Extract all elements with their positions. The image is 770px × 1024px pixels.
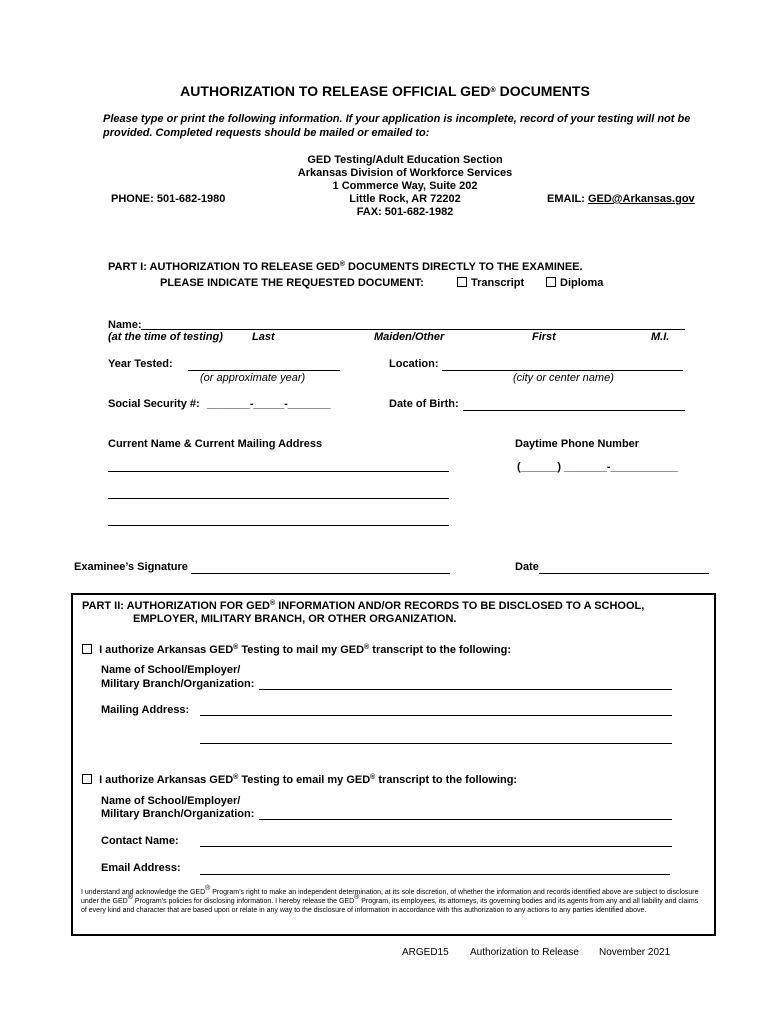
title-text: AUTHORIZATION TO RELEASE OFFICIAL GED [180, 83, 491, 99]
school-label-2: Military Branch/Organization: [101, 678, 255, 690]
disclaimer-d: Program, its employees, its attorneys, its governing bodies and its agents from any and all liability and claims of every kind and character that are based upon or relate in any way to the disclosure of information in accordance with this authorization to any actions to any parties identified above. [81, 898, 699, 914]
address-line-3: 1 Commerce Way, Suite 202 [332, 180, 478, 192]
year-tested-field[interactable] [188, 370, 340, 371]
option-diploma[interactable] [546, 277, 603, 289]
ssn-label: Social Security #: [108, 398, 200, 410]
address-line-2: Arkansas Division of Workforce Services [297, 167, 513, 179]
daytime-phone-label: Daytime Phone Number [515, 438, 640, 450]
date-field[interactable] [539, 573, 709, 574]
registered-mark: ® [354, 894, 360, 901]
email-link[interactable]: GED@Arkansas.gov [587, 193, 695, 205]
daytime-phone-field[interactable]: (______) _______-___________ [517, 461, 678, 473]
transcript-checkbox[interactable] [457, 277, 467, 287]
registered-mark: ® [490, 87, 496, 94]
signature-field[interactable] [191, 573, 450, 574]
phone-number: PHONE: 501-682-1980 [111, 193, 226, 205]
name-maiden-label: Maiden/Other [374, 331, 445, 343]
title-end: DOCUMENTS [495, 83, 590, 99]
dob-field[interactable] [463, 410, 685, 411]
location-field[interactable] [442, 370, 683, 371]
address-line-1: GED Testing/Adult Education Section [307, 154, 503, 166]
dob-label: Date of Birth: [389, 398, 459, 410]
address-line-4: Little Rock, AR 72202 [349, 193, 461, 205]
email-authorization[interactable] [82, 774, 517, 786]
address-line-5: FAX: 501-682-1982 [356, 206, 454, 218]
part1-indicate: PLEASE INDICATE THE REQUESTED DOCUMENT: [160, 277, 424, 289]
registered-mark: ® [233, 774, 239, 781]
registered-mark: ® [339, 261, 345, 268]
footer-date: November 2021 [599, 947, 671, 958]
registered-mark: ® [205, 885, 211, 892]
school2-label-1: Name of School/Employer/ [101, 795, 241, 807]
signature-label: Examinee’s Signature [74, 561, 188, 573]
registered-mark: ® [270, 600, 276, 607]
part1-heading-b: DOCUMENTS DIRECTLY TO THE EXAMINEE. [345, 261, 583, 273]
contact-name-field[interactable] [200, 846, 672, 847]
year-tested-label: Year Tested: [108, 358, 173, 370]
diploma-label: Diploma [560, 277, 604, 289]
name-mi-label: M.I. [651, 331, 670, 343]
email-text-b: Testing to email my GED [238, 774, 371, 786]
name-label: Name: [108, 319, 142, 331]
school-label-1: Name of School/Employer/ [101, 664, 241, 676]
footer-form-name: Authorization to Release [470, 947, 579, 958]
part2-heading-2: EMPLOYER, MILITARY BRANCH, OR OTHER ORGANIZATION. [133, 613, 457, 625]
name-field[interactable] [141, 329, 685, 330]
ssn-field[interactable]: _______-_____-_______ [207, 398, 331, 410]
date-label: Date [515, 561, 539, 573]
address-field-3[interactable] [108, 525, 449, 526]
disclaimer-a: I understand and acknowledge the GED [81, 889, 206, 896]
email-text-c: transcript to the following: [375, 774, 518, 786]
mailing-address-field-1[interactable] [200, 715, 672, 716]
part2-heading-a: PART II: AUTHORIZATION FOR GED [82, 600, 271, 612]
email-text-a: I authorize Arkansas GED [99, 774, 234, 786]
address-field-2[interactable] [108, 498, 449, 499]
name-hint: (at the time of testing) [108, 331, 223, 343]
option-transcript[interactable] [457, 277, 524, 289]
location-label: Location: [389, 358, 439, 370]
part2-heading-b: INFORMATION AND/OR RECORDS TO BE DISCLOSED TO A SCHOOL, [275, 600, 645, 612]
current-address-label: Current Name & Current Mailing Address [108, 438, 323, 450]
page-title [0, 83, 770, 99]
mailing-address-field-2[interactable] [200, 743, 672, 744]
email-label: EMAIL: [547, 193, 588, 205]
part1-heading [108, 261, 583, 273]
mail-checkbox[interactable] [82, 644, 92, 654]
diploma-checkbox[interactable] [546, 277, 556, 287]
instructions-line-1: Please type or print the following information. If your application is incomplete, record of your testing will not be [103, 113, 691, 125]
year-tested-hint: (or approximate year) [200, 372, 306, 384]
registered-mark: ® [127, 894, 133, 901]
registered-mark: ® [370, 774, 376, 781]
email-address-label: Email Address: [101, 862, 181, 874]
mail-text-b: Testing to mail my GED [238, 644, 365, 656]
disclaimer [81, 885, 705, 915]
email-checkbox[interactable] [82, 774, 92, 784]
contact-name-label: Contact Name: [101, 835, 179, 847]
registered-mark: ® [233, 644, 239, 651]
part2-heading [82, 600, 644, 612]
disclaimer-b: Program’s right to make an independent determination, at its sole discretion, of whether the information and records identified above are subject to disclosure under the GED [81, 889, 699, 905]
email-contact [547, 193, 695, 205]
disclaimer-c: Program’s policies for disclosing information. I hereby release the GED [132, 898, 355, 905]
school-field[interactable] [259, 689, 672, 690]
location-hint: (city or center name) [513, 372, 614, 384]
name-last-label: Last [252, 331, 275, 343]
mailing-address-label: Mailing Address: [101, 704, 190, 716]
mail-text-c: transcript to the following: [369, 644, 511, 656]
part1-heading-a: PART I: AUTHORIZATION TO RELEASE GED [108, 261, 340, 273]
transcript-label: Transcript [471, 277, 525, 289]
name-first-label: First [532, 331, 556, 343]
school2-label-2: Military Branch/Organization: [101, 808, 255, 820]
address-field-1[interactable] [108, 471, 449, 472]
mail-authorization[interactable] [82, 644, 511, 656]
school2-field[interactable] [259, 819, 672, 820]
email-address-field[interactable] [200, 874, 670, 875]
mail-text-a: I authorize Arkansas GED [99, 644, 234, 656]
instructions-line-2: provided. Completed requests should be mailed or emailed to: [103, 127, 430, 139]
footer-form-id: ARGED15 [402, 947, 449, 958]
registered-mark: ® [364, 644, 370, 651]
